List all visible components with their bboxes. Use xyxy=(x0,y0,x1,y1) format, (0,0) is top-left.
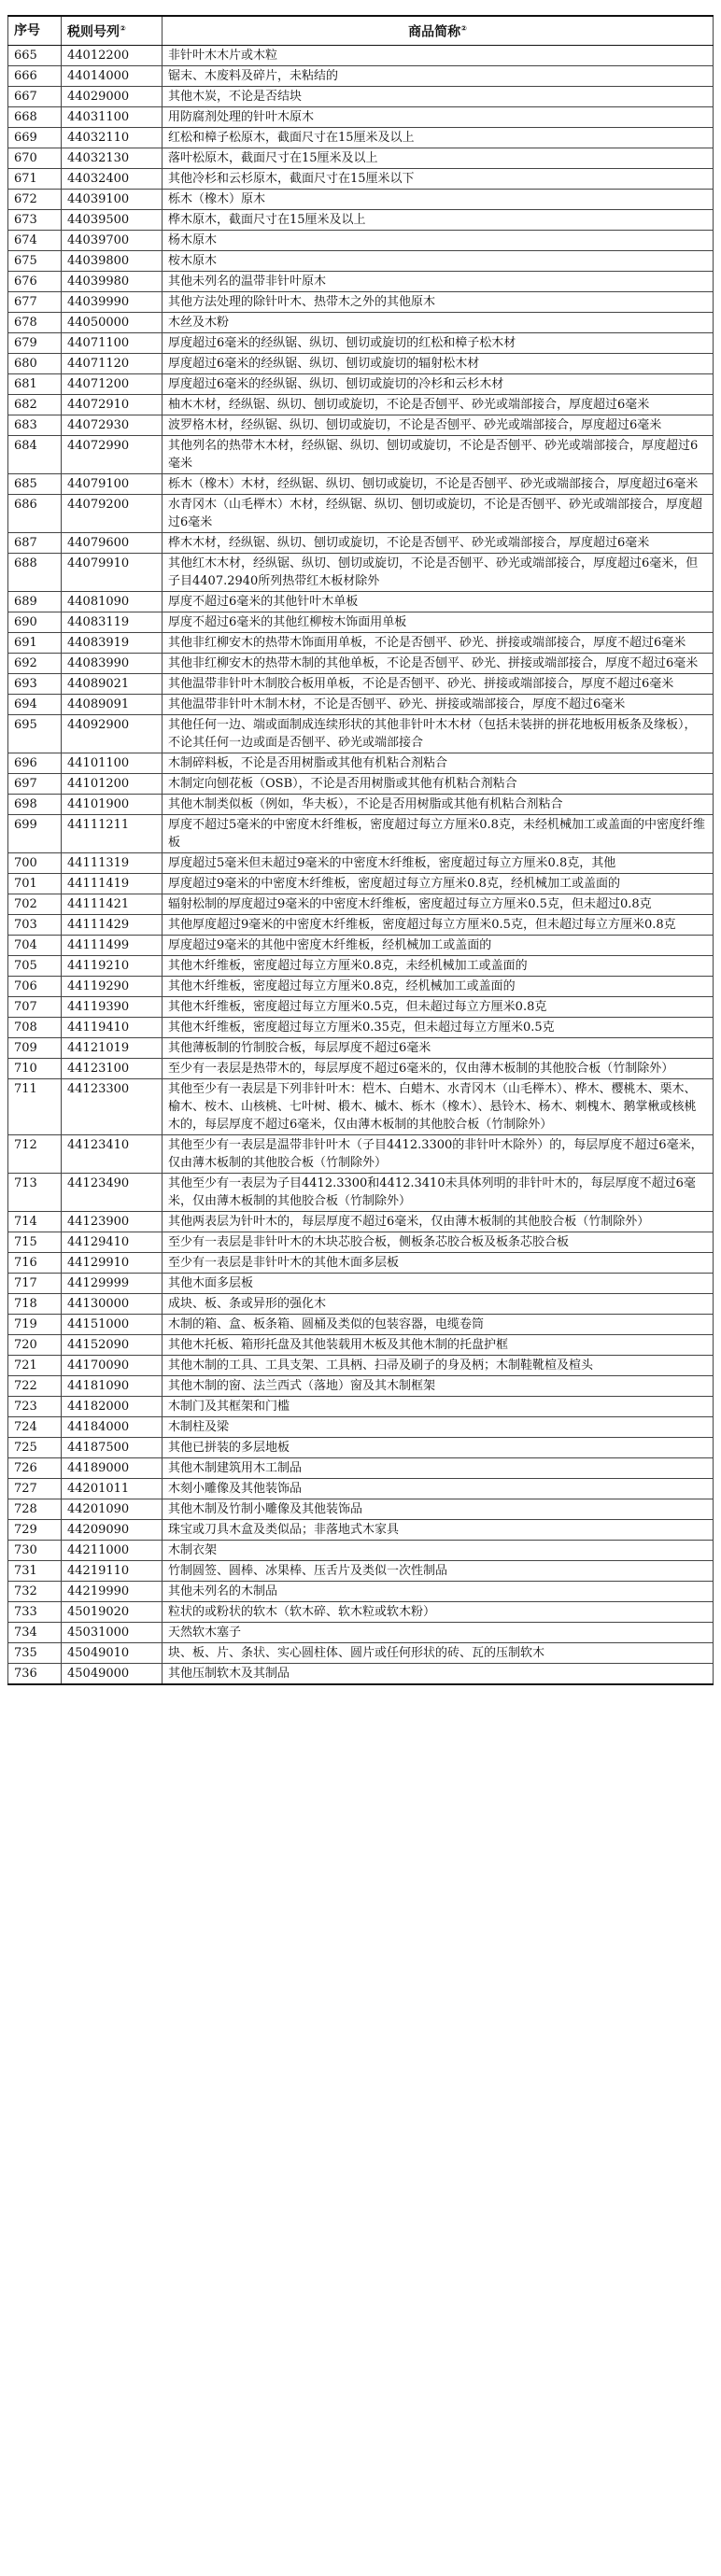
row-code: 45019020 xyxy=(62,1602,163,1623)
table-row xyxy=(8,715,714,753)
row-code: 44029000 xyxy=(62,87,163,107)
table-row xyxy=(8,1356,714,1376)
row-code: 44182000 xyxy=(62,1397,163,1417)
row-code: 44123410 xyxy=(62,1135,163,1174)
row-name: 其他红木木材，经纵锯、纵切、刨切或旋切，不论是否刨平、砂光或端部接合，厚度超过6毫米，但子目4407.2940所列热带红木板材除外 xyxy=(163,554,714,592)
row-name: 木刻小雕像及其他装饰品 xyxy=(163,1479,714,1499)
row-code: 44170090 xyxy=(62,1356,163,1376)
row-name: 其他木纤维板，密度超过每立方厘米0.35克，但未超过每立方厘米0.5克 xyxy=(163,1018,714,1038)
tariff-table xyxy=(7,15,714,1685)
row-seq: 729 xyxy=(8,1520,62,1541)
row-code: 44031100 xyxy=(62,107,163,128)
table-row xyxy=(8,272,714,292)
table-row xyxy=(8,815,714,853)
row-name: 厚度超过9毫米的中密度木纤维板，密度超过每立方厘米0.8克，经机械加工或盖面的 xyxy=(163,874,714,894)
row-name: 厚度不超过5毫米的中密度木纤维板，密度超过每立方厘米0.8克，未经机械加工或盖面的中密度纤维板 xyxy=(163,815,714,853)
row-code: 44119410 xyxy=(62,1018,163,1038)
row-name: 辐射松制的厚度超过9毫米的中密度木纤维板，密度超过每立方厘米0.5克，但未超过0.8克 xyxy=(163,894,714,915)
row-code: 44181090 xyxy=(62,1376,163,1397)
row-code: 44123100 xyxy=(62,1059,163,1079)
table-row xyxy=(8,1038,714,1059)
row-name: 其他厚度超过9毫米的中密度木纤维板，密度超过每立方厘米0.5克，但未超过每立方厘米0.8克 xyxy=(163,915,714,936)
row-seq: 722 xyxy=(8,1376,62,1397)
row-code: 45049010 xyxy=(62,1643,163,1664)
row-name: 其他冷杉和云杉原木，截面尺寸在15厘米以下 xyxy=(163,169,714,190)
row-code: 44050000 xyxy=(62,313,163,333)
row-name: 其他木制建筑用木工制品 xyxy=(163,1458,714,1479)
row-seq: 710 xyxy=(8,1059,62,1079)
row-seq: 688 xyxy=(8,554,62,592)
row-code: 44012200 xyxy=(62,46,163,66)
row-name: 其他木制及竹制小雕像及其他装饰品 xyxy=(163,1499,714,1520)
row-seq: 718 xyxy=(8,1294,62,1315)
row-code: 44072990 xyxy=(62,436,163,474)
row-name: 非针叶木木片或木粒 xyxy=(163,46,714,66)
row-name: 其他列名的热带木木材，经纵锯、纵切、刨切或旋切，不论是否刨平、砂光或端部接合，厚度超过6毫米 xyxy=(163,436,714,474)
row-seq: 667 xyxy=(8,87,62,107)
row-code: 44184000 xyxy=(62,1417,163,1438)
table-row xyxy=(8,753,714,774)
row-seq: 685 xyxy=(8,474,62,495)
header-name-note: ② xyxy=(460,24,467,34)
row-seq: 720 xyxy=(8,1335,62,1356)
row-name: 厚度超过6毫米的经纵锯、纵切、刨切或旋切的红松和樟子松木材 xyxy=(163,333,714,354)
row-seq: 696 xyxy=(8,753,62,774)
row-name: 至少有一表层是热带木的，每层厚度不超过6毫米的，仅由薄木板制的其他胶合板（竹制除外） xyxy=(163,1059,714,1079)
row-name: 其他未列名的木制品 xyxy=(163,1582,714,1602)
row-code: 44039990 xyxy=(62,292,163,313)
table-row xyxy=(8,853,714,874)
row-name: 厚度不超过6毫米的其他针叶木单板 xyxy=(163,592,714,612)
row-name: 其他压制软木及其制品 xyxy=(163,1664,714,1685)
row-seq: 714 xyxy=(8,1212,62,1232)
table-row xyxy=(8,169,714,190)
row-name: 木制定向刨花板（OSB），不论是否用树脂或其他有机粘合剂粘合 xyxy=(163,774,714,795)
table-row xyxy=(8,1541,714,1561)
row-name: 其他已拼装的多层地板 xyxy=(163,1438,714,1458)
row-code: 44079600 xyxy=(62,533,163,554)
row-name: 其他非红柳安木的热带木制的其他单板，不论是否刨平、砂光、拼接或端部接合，厚度不超过6毫米 xyxy=(163,654,714,674)
row-name: 杨木原木 xyxy=(163,231,714,251)
row-name: 木制门及其框架和门槛 xyxy=(163,1397,714,1417)
table-row xyxy=(8,1520,714,1541)
row-seq: 674 xyxy=(8,231,62,251)
row-seq: 719 xyxy=(8,1315,62,1335)
row-code: 44130000 xyxy=(62,1294,163,1315)
row-seq: 677 xyxy=(8,292,62,313)
row-code: 44089091 xyxy=(62,695,163,715)
table-row xyxy=(8,795,714,815)
row-seq: 690 xyxy=(8,612,62,633)
table-row xyxy=(8,313,714,333)
row-seq: 717 xyxy=(8,1274,62,1294)
row-code: 44151000 xyxy=(62,1315,163,1335)
table-body xyxy=(8,46,714,1685)
row-code: 44071100 xyxy=(62,333,163,354)
table-row xyxy=(8,695,714,715)
row-code: 44101200 xyxy=(62,774,163,795)
row-code: 44089021 xyxy=(62,674,163,695)
table-row xyxy=(8,674,714,695)
row-seq: 730 xyxy=(8,1541,62,1561)
row-seq: 736 xyxy=(8,1664,62,1685)
row-name: 水青冈木（山毛榉木）木材，经纵锯、纵切、刨切或旋切，不论是否刨平、砂光或端部接合，厚度超过6毫米 xyxy=(163,495,714,533)
row-name: 厚度超过6毫米的经纵锯、纵切、刨切或旋切的冷杉和云杉木材 xyxy=(163,374,714,395)
table-row xyxy=(8,874,714,894)
table-row xyxy=(8,128,714,148)
row-name: 其他至少有一表层是下列非针叶木：桤木、白蜡木、水青冈木（山毛榉木）、桦木、樱桃木、栗木、榆木、桉木、山核桃、七叶树、椴木、槭木、栎木（橡木）、悬铃木、杨木、刺槐木、鹅掌楸或核桃木的，每层厚度不超过6毫米，仅由薄木板制的其他胶合板（竹制除外） xyxy=(163,1079,714,1135)
row-name: 用防腐剂处理的针叶木原木 xyxy=(163,107,714,128)
table-row xyxy=(8,1253,714,1274)
row-name: 其他两表层为针叶木的，每层厚度不超过6毫米，仅由薄木板制的其他胶合板（竹制除外） xyxy=(163,1212,714,1232)
table-row xyxy=(8,495,714,533)
row-seq: 700 xyxy=(8,853,62,874)
row-seq: 713 xyxy=(8,1174,62,1212)
header-code-note: ② xyxy=(120,24,126,34)
row-seq: 705 xyxy=(8,956,62,977)
row-code: 44211000 xyxy=(62,1541,163,1561)
table-row xyxy=(8,1212,714,1232)
row-seq: 695 xyxy=(8,715,62,753)
row-seq: 687 xyxy=(8,533,62,554)
table-row xyxy=(8,1479,714,1499)
row-code: 44187500 xyxy=(62,1438,163,1458)
table-row xyxy=(8,1602,714,1623)
row-name: 木丝及木粉 xyxy=(163,313,714,333)
table-row xyxy=(8,1664,714,1685)
row-seq: 704 xyxy=(8,936,62,956)
row-name: 块、板、片、条状、实心圆柱体、圆片或任何形状的砖、瓦的压制软木 xyxy=(163,1643,714,1664)
row-name: 厚度超过9毫米的其他中密度木纤维板，经机械加工或盖面的 xyxy=(163,936,714,956)
row-seq: 716 xyxy=(8,1253,62,1274)
row-seq: 689 xyxy=(8,592,62,612)
table-row xyxy=(8,46,714,66)
row-seq: 678 xyxy=(8,313,62,333)
row-seq: 684 xyxy=(8,436,62,474)
row-seq: 683 xyxy=(8,415,62,436)
table-row xyxy=(8,395,714,415)
row-code: 44201011 xyxy=(62,1479,163,1499)
row-code: 44072930 xyxy=(62,415,163,436)
row-seq: 679 xyxy=(8,333,62,354)
row-seq: 726 xyxy=(8,1458,62,1479)
row-code: 44189000 xyxy=(62,1458,163,1479)
row-code: 44209090 xyxy=(62,1520,163,1541)
row-seq: 715 xyxy=(8,1232,62,1253)
table-row xyxy=(8,66,714,87)
row-seq: 668 xyxy=(8,107,62,128)
row-name: 其他木制的工具、工具支架、工具柄、扫帚及刷子的身及柄；木制鞋靴楦及楦头 xyxy=(163,1356,714,1376)
table-row xyxy=(8,210,714,231)
row-name: 珠宝或刀具木盒及类似品；非落地式木家具 xyxy=(163,1520,714,1541)
row-code: 44111499 xyxy=(62,936,163,956)
header-code xyxy=(62,16,163,46)
row-name: 其他至少有一表层为子目4412.3300和4412.3410未具体列明的非针叶木的，每层厚度不超过6毫米，仅由薄木板制的其他胶合板（竹制除外） xyxy=(163,1174,714,1212)
row-seq: 702 xyxy=(8,894,62,915)
table-row xyxy=(8,1623,714,1643)
row-name: 其他木纤维板，密度超过每立方厘米0.8克，未经机械加工或盖面的 xyxy=(163,956,714,977)
row-name: 粒状的或粉状的软木（软木碎、软木粒或软木粉） xyxy=(163,1602,714,1623)
row-seq: 709 xyxy=(8,1038,62,1059)
row-seq: 727 xyxy=(8,1479,62,1499)
table-row xyxy=(8,474,714,495)
row-name: 成块、板、条或异形的强化木 xyxy=(163,1294,714,1315)
row-code: 44101900 xyxy=(62,795,163,815)
table-row xyxy=(8,190,714,210)
table-row xyxy=(8,1079,714,1135)
table-row xyxy=(8,936,714,956)
row-code: 44119390 xyxy=(62,997,163,1018)
row-name: 其他木纤维板，密度超过每立方厘米0.5克，但未超过每立方厘米0.8克 xyxy=(163,997,714,1018)
table-row xyxy=(8,1376,714,1397)
row-seq: 681 xyxy=(8,374,62,395)
table-row xyxy=(8,612,714,633)
row-code: 44014000 xyxy=(62,66,163,87)
row-seq: 733 xyxy=(8,1602,62,1623)
table-row xyxy=(8,374,714,395)
row-code: 44129910 xyxy=(62,1253,163,1274)
header-name-label: 商品简称 xyxy=(408,24,461,40)
row-seq: 707 xyxy=(8,997,62,1018)
table-row xyxy=(8,554,714,592)
table-row xyxy=(8,1582,714,1602)
row-seq: 671 xyxy=(8,169,62,190)
row-seq: 665 xyxy=(8,46,62,66)
row-name: 波罗格木材，经纵锯、纵切、刨切或旋切，不论是否刨平、砂光或端部接合，厚度超过6毫米 xyxy=(163,415,714,436)
header-seq xyxy=(8,16,62,46)
row-name: 桉木原木 xyxy=(163,251,714,272)
row-name: 柚木木材，经纵锯、纵切、刨切或旋切，不论是否刨平、砂光或端部接合，厚度超过6毫米 xyxy=(163,395,714,415)
table-row xyxy=(8,592,714,612)
table-row xyxy=(8,1059,714,1079)
row-name: 其他薄板制的竹制胶合板，每层厚度不超过6毫米 xyxy=(163,1038,714,1059)
row-seq: 735 xyxy=(8,1643,62,1664)
row-code: 44032110 xyxy=(62,128,163,148)
table-row xyxy=(8,354,714,374)
row-name: 天然软木塞子 xyxy=(163,1623,714,1643)
row-seq: 691 xyxy=(8,633,62,654)
row-seq: 676 xyxy=(8,272,62,292)
table-row xyxy=(8,633,714,654)
row-code: 44083919 xyxy=(62,633,163,654)
row-name: 其他木制的窗、法兰西式（落地）窗及其木制框架 xyxy=(163,1376,714,1397)
row-code: 44119290 xyxy=(62,977,163,997)
row-name: 厚度超过6毫米的经纵锯、纵切、刨切或旋切的辐射松木材 xyxy=(163,354,714,374)
row-name: 栎木（橡木）原木 xyxy=(163,190,714,210)
row-code: 44123300 xyxy=(62,1079,163,1135)
row-seq: 701 xyxy=(8,874,62,894)
row-code: 44121019 xyxy=(62,1038,163,1059)
row-seq: 732 xyxy=(8,1582,62,1602)
row-code: 44071120 xyxy=(62,354,163,374)
table-row xyxy=(8,1232,714,1253)
row-name: 厚度不超过6毫米的其他红柳桉木饰面用单板 xyxy=(163,612,714,633)
row-seq: 673 xyxy=(8,210,62,231)
row-name: 栎木（橡木）木材，经纵锯、纵切、刨切或旋切，不论是否刨平、砂光或端部接合，厚度超过6毫米 xyxy=(163,474,714,495)
table-row xyxy=(8,1458,714,1479)
row-seq: 725 xyxy=(8,1438,62,1458)
row-code: 44152090 xyxy=(62,1335,163,1356)
row-name: 竹制圆签、圆棒、冰果棒、压舌片及类似一次性制品 xyxy=(163,1561,714,1582)
table-row xyxy=(8,1315,714,1335)
table-row xyxy=(8,251,714,272)
table-row xyxy=(8,915,714,936)
row-seq: 670 xyxy=(8,148,62,169)
row-name: 其他温带非针叶木制木材，不论是否刨平、砂光、拼接或端部接合，厚度不超过6毫米 xyxy=(163,695,714,715)
row-code: 44219110 xyxy=(62,1561,163,1582)
table-row xyxy=(8,231,714,251)
row-code: 44129999 xyxy=(62,1274,163,1294)
row-seq: 692 xyxy=(8,654,62,674)
row-code: 44101100 xyxy=(62,753,163,774)
row-name: 桦木原木，截面尺寸在15厘米及以上 xyxy=(163,210,714,231)
table-row xyxy=(8,1438,714,1458)
row-code: 44111211 xyxy=(62,815,163,853)
row-seq: 686 xyxy=(8,495,62,533)
row-name: 木制碎料板，不论是否用树脂或其他有机粘合剂粘合 xyxy=(163,753,714,774)
row-seq: 703 xyxy=(8,915,62,936)
table-row xyxy=(8,774,714,795)
table-row xyxy=(8,1335,714,1356)
row-code: 44039100 xyxy=(62,190,163,210)
row-code: 44111429 xyxy=(62,915,163,936)
row-code: 44079910 xyxy=(62,554,163,592)
table-row xyxy=(8,1499,714,1520)
row-code: 44039980 xyxy=(62,272,163,292)
row-code: 44129410 xyxy=(62,1232,163,1253)
row-code: 44039500 xyxy=(62,210,163,231)
row-code: 44079200 xyxy=(62,495,163,533)
row-seq: 708 xyxy=(8,1018,62,1038)
row-name: 木制的箱、盒、板条箱、圆桶及类似的包装容器，电缆卷筒 xyxy=(163,1315,714,1335)
row-seq: 693 xyxy=(8,674,62,695)
row-seq: 723 xyxy=(8,1397,62,1417)
row-seq: 697 xyxy=(8,774,62,795)
row-code: 44083990 xyxy=(62,654,163,674)
header-name xyxy=(163,16,714,46)
table-row xyxy=(8,997,714,1018)
row-name: 其他任何一边、端或面制成连续形状的其他非针叶木木材（包括未装拼的拼花地板用板条及缘板），不论其任何一边或面是否刨平、砂光或端部接合 xyxy=(163,715,714,753)
row-code: 44032400 xyxy=(62,169,163,190)
row-seq: 721 xyxy=(8,1356,62,1376)
row-name: 其他木面多层板 xyxy=(163,1274,714,1294)
row-name: 至少有一表层是非针叶木的木块芯胶合板，侧板条芯胶合板及板条芯胶合板 xyxy=(163,1232,714,1253)
row-code: 44072910 xyxy=(62,395,163,415)
row-seq: 680 xyxy=(8,354,62,374)
row-seq: 669 xyxy=(8,128,62,148)
row-code: 44123900 xyxy=(62,1212,163,1232)
row-code: 44071200 xyxy=(62,374,163,395)
row-name: 锯末、木废料及碎片，未粘结的 xyxy=(163,66,714,87)
row-code: 44083119 xyxy=(62,612,163,633)
row-code: 45031000 xyxy=(62,1623,163,1643)
table-header-row xyxy=(8,16,714,46)
row-seq: 734 xyxy=(8,1623,62,1643)
row-name: 其他方法处理的除针叶木、热带木之外的其他原木 xyxy=(163,292,714,313)
row-name: 红松和樟子松原木，截面尺寸在15厘米及以上 xyxy=(163,128,714,148)
row-name: 其他非红柳安木的热带木饰面用单板，不论是否刨平、砂光、拼接或端部接合，厚度不超过6毫米 xyxy=(163,633,714,654)
row-name: 桦木木材，经纵锯、纵切、刨切或旋切，不论是否刨平、砂光或端部接合，厚度超过6毫米 xyxy=(163,533,714,554)
row-code: 44119210 xyxy=(62,956,163,977)
table-row xyxy=(8,1417,714,1438)
table-row xyxy=(8,894,714,915)
row-name: 其他木炭，不论是否结块 xyxy=(163,87,714,107)
row-code: 44032130 xyxy=(62,148,163,169)
row-code: 44092900 xyxy=(62,715,163,753)
row-code: 44039700 xyxy=(62,231,163,251)
row-code: 45049000 xyxy=(62,1664,163,1685)
table-row xyxy=(8,1561,714,1582)
table-row xyxy=(8,333,714,354)
row-name: 厚度超过5毫米但未超过9毫米的中密度木纤维板，密度超过每立方厘米0.8克，其他 xyxy=(163,853,714,874)
row-code: 44111419 xyxy=(62,874,163,894)
row-name: 落叶松原木，截面尺寸在15厘米及以上 xyxy=(163,148,714,169)
row-seq: 666 xyxy=(8,66,62,87)
table-row xyxy=(8,1135,714,1174)
table-row xyxy=(8,654,714,674)
table-row xyxy=(8,1294,714,1315)
table-row xyxy=(8,1018,714,1038)
row-seq: 694 xyxy=(8,695,62,715)
row-code: 44111421 xyxy=(62,894,163,915)
row-seq: 682 xyxy=(8,395,62,415)
row-seq: 712 xyxy=(8,1135,62,1174)
table-row xyxy=(8,292,714,313)
row-seq: 724 xyxy=(8,1417,62,1438)
table-row xyxy=(8,977,714,997)
row-name: 木制柱及梁 xyxy=(163,1417,714,1438)
table-row xyxy=(8,148,714,169)
row-code: 44081090 xyxy=(62,592,163,612)
header-seq-label: 序号 xyxy=(14,22,40,38)
table-row xyxy=(8,107,714,128)
row-code: 44111319 xyxy=(62,853,163,874)
table-row xyxy=(8,533,714,554)
row-seq: 728 xyxy=(8,1499,62,1520)
table-row xyxy=(8,1274,714,1294)
row-seq: 706 xyxy=(8,977,62,997)
row-code: 44201090 xyxy=(62,1499,163,1520)
row-name: 其他木纤维板，密度超过每立方厘米0.8克，经机械加工或盖面的 xyxy=(163,977,714,997)
row-name: 其他木托板、箱形托盘及其他装载用木板及其他木制的托盘护框 xyxy=(163,1335,714,1356)
row-seq: 711 xyxy=(8,1079,62,1135)
row-code: 44079100 xyxy=(62,474,163,495)
table-row xyxy=(8,415,714,436)
row-code: 44123490 xyxy=(62,1174,163,1212)
table-row xyxy=(8,1174,714,1212)
table-row xyxy=(8,956,714,977)
row-seq: 675 xyxy=(8,251,62,272)
table-row xyxy=(8,1397,714,1417)
row-seq: 672 xyxy=(8,190,62,210)
row-name: 至少有一表层是非针叶木的其他木面多层板 xyxy=(163,1253,714,1274)
table-row xyxy=(8,87,714,107)
row-seq: 698 xyxy=(8,795,62,815)
header-code-label: 税则号列 xyxy=(67,24,120,40)
table-row xyxy=(8,1643,714,1664)
row-name: 其他木制类似板（例如，华夫板），不论是否用树脂或其他有机粘合剂粘合 xyxy=(163,795,714,815)
row-name: 其他未列名的温带非针叶原木 xyxy=(163,272,714,292)
table-row xyxy=(8,436,714,474)
row-code: 44219990 xyxy=(62,1582,163,1602)
row-name: 木制衣架 xyxy=(163,1541,714,1561)
row-seq: 731 xyxy=(8,1561,62,1582)
row-name: 其他至少有一表层是温带非针叶木（子目4412.3300的非针叶木除外）的，每层厚度不超过6毫米，仅由薄木板制的其他胶合板（竹制除外） xyxy=(163,1135,714,1174)
row-seq: 699 xyxy=(8,815,62,853)
row-code: 44039800 xyxy=(62,251,163,272)
row-name: 其他温带非针叶木制胶合板用单板，不论是否刨平、砂光、拼接或端部接合，厚度不超过6毫米 xyxy=(163,674,714,695)
